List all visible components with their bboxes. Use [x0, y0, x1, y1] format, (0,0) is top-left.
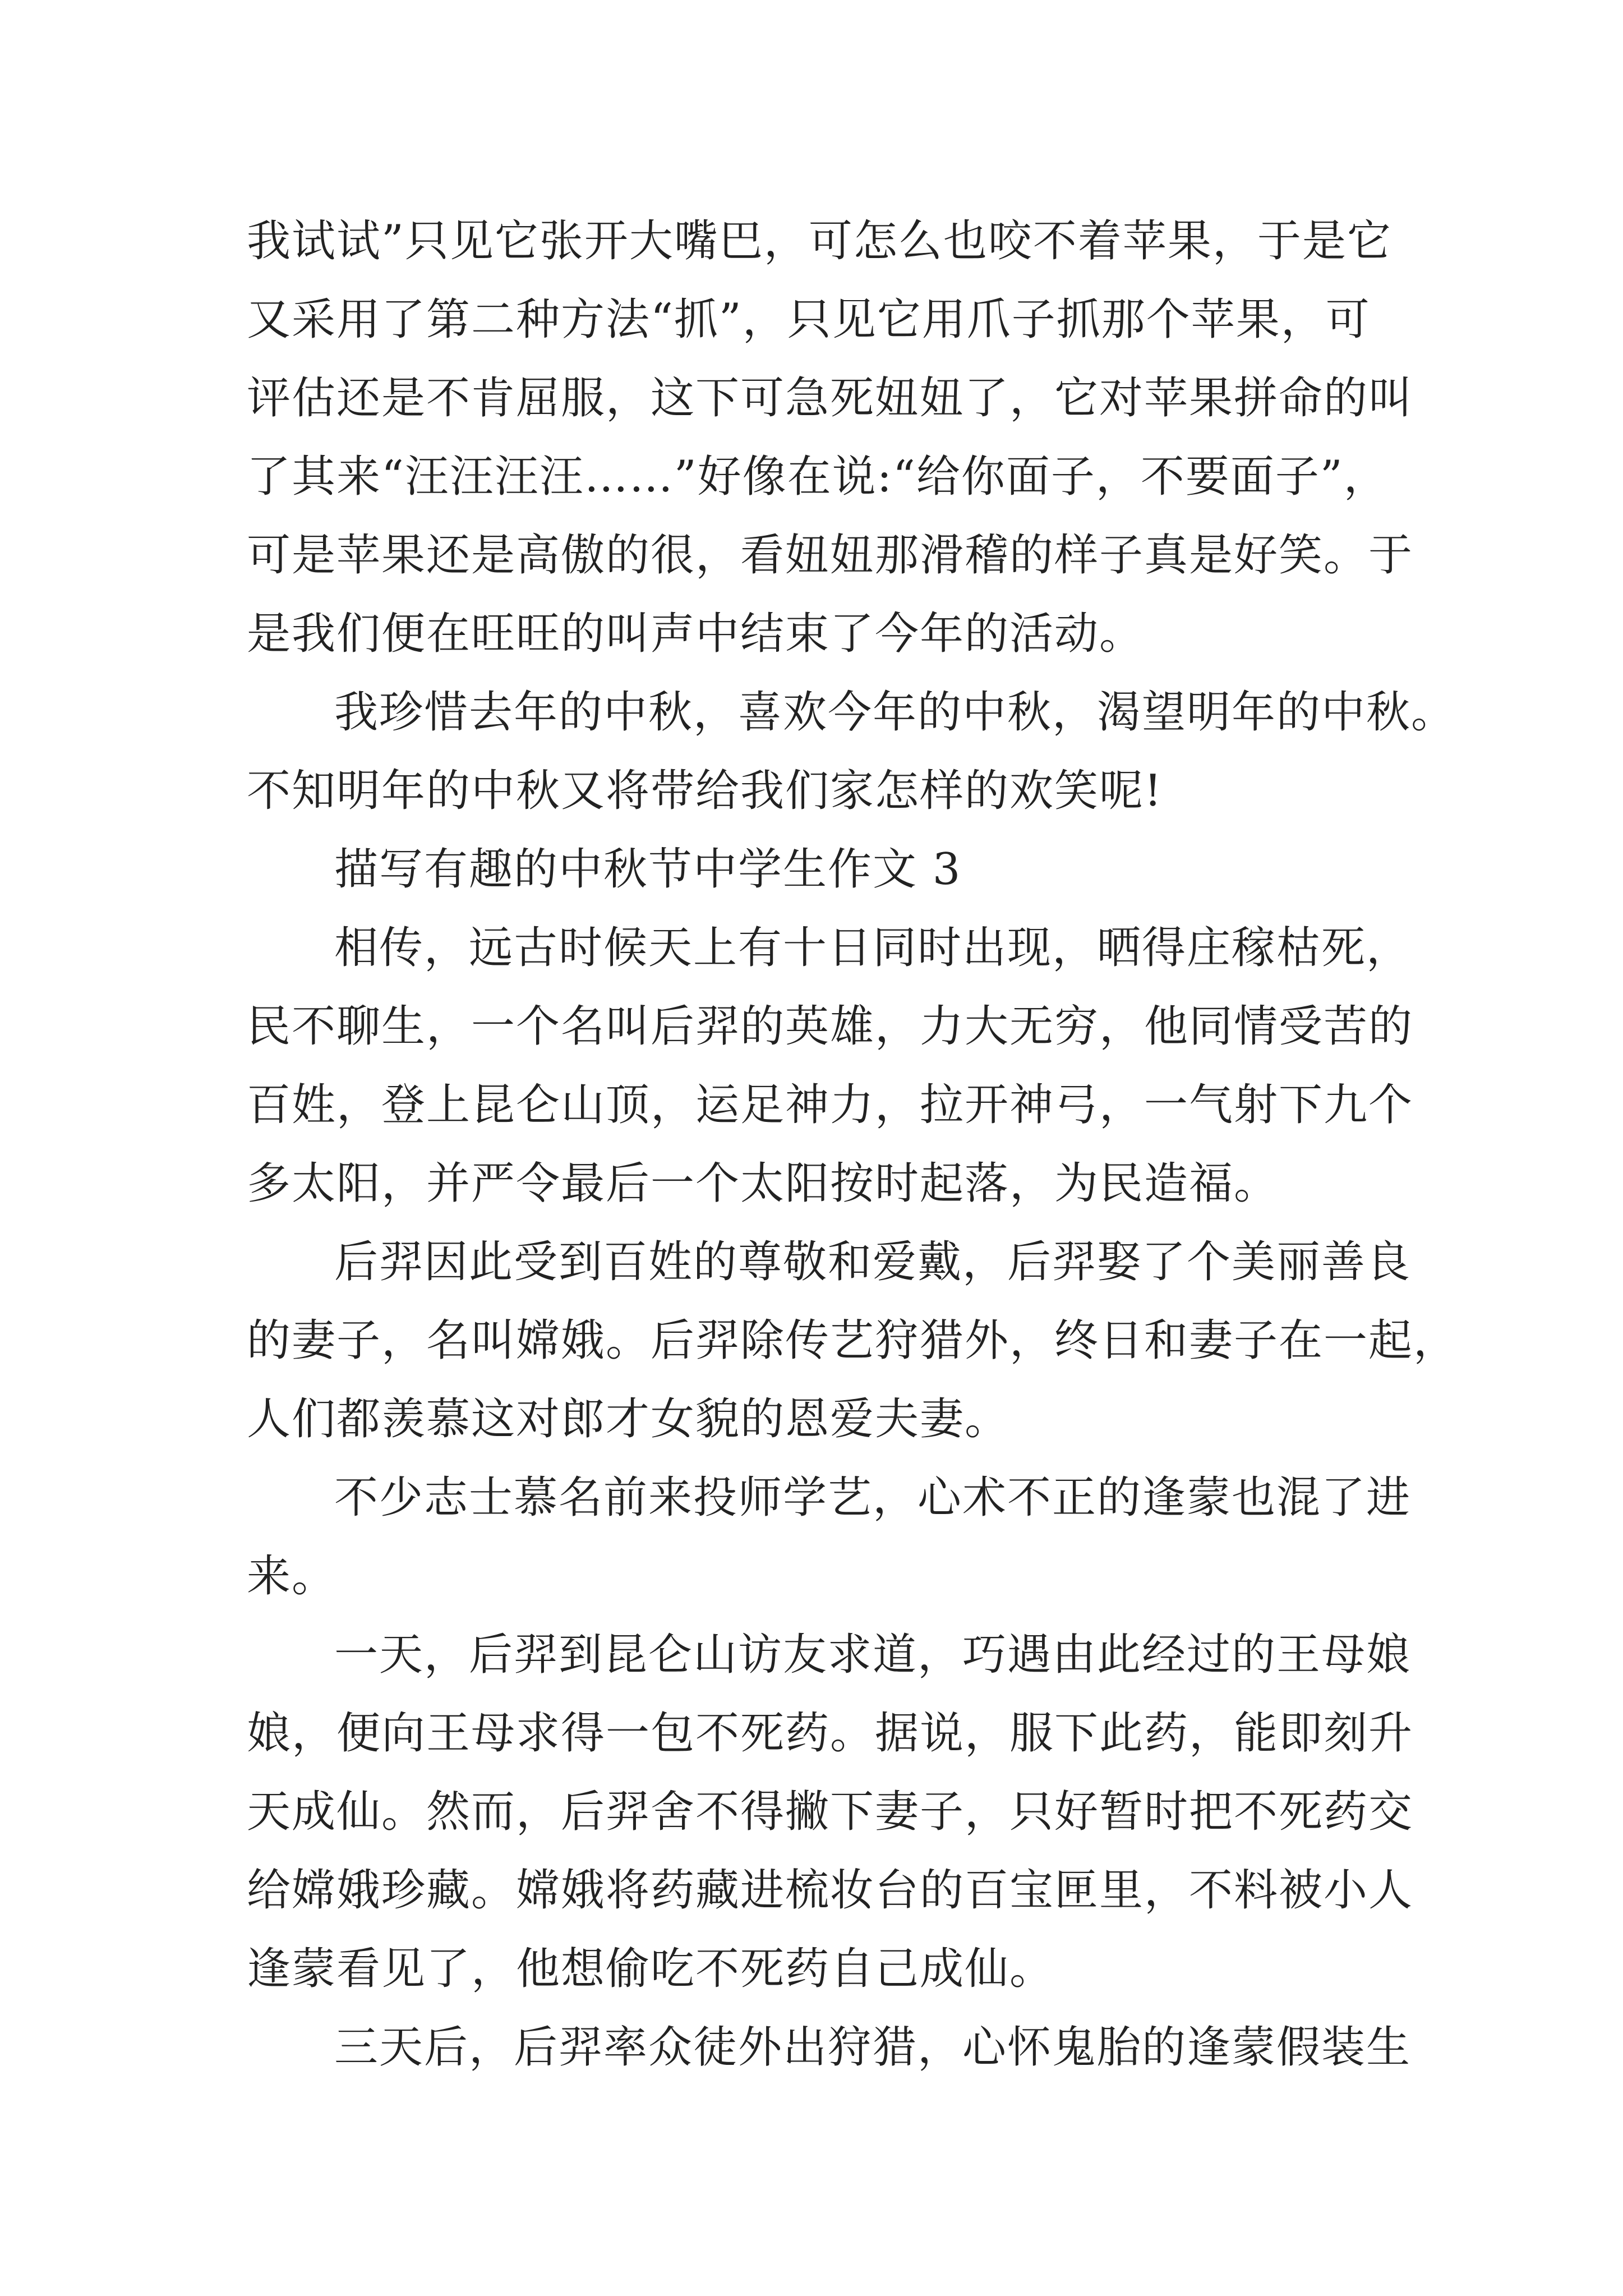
text-line: 人们都羡慕这对郎才女貌的恩爱夫妻。	[247, 1394, 1010, 1444]
text-line: 不知明年的中秋又将带给我们家怎样的欢笑呢!	[247, 766, 1163, 816]
text-line: 评估还是不肯屈服，这下可急死妞妞了，它对苹果拼命的叫	[247, 373, 1414, 424]
text-line: 一天，后羿到昆仑山访友求道，巧遇由此经过的王母娘	[334, 1630, 1412, 1680]
text-line: 我试试”只见它张开大嘴巴，可怎么也咬不着苹果，于是它	[247, 216, 1392, 266]
text-line: 了其来“汪汪汪汪……”好像在说:“给你面子，不要面子”，	[247, 452, 1389, 502]
text-line: 天成仙。然而，后羿舍不得撇下妻子，只好暂时把不死药交	[247, 1787, 1414, 1837]
text-line: 百姓，登上昆仑山顶，运足神力，拉开神弓，一气射下九个	[247, 1080, 1414, 1130]
text-line: 是我们便在旺旺的叫声中结束了今年的活动。	[247, 609, 1145, 659]
text-line: 多太阳，并严令最后一个太阳按时起落，为民造福。	[247, 1158, 1279, 1209]
text-line: 给嫦娥珍藏。嫦娥将药藏进梳妆台的百宝匣里，不料被小人	[247, 1865, 1414, 1916]
text-line: 相传，远古时候天上有十日同时出现，晒得庄稼枯死，	[334, 923, 1412, 973]
text-line: 我珍惜去年的中秋，喜欢今年的中秋，渴望明年的中秋。	[334, 687, 1456, 738]
text-line: 不少志士慕名前来投师学艺，心术不正的逢蒙也混了进	[334, 1473, 1412, 1523]
text-line: 可是苹果还是高傲的很，看妞妞那滑稽的样子真是好笑。于	[247, 530, 1414, 581]
text-line: 又采用了第二种方法“抓”，只见它用爪子抓那个苹果，可	[247, 295, 1371, 345]
text-line: 娘，便向王母求得一包不死药。据说，服下此药，能即刻升	[247, 1708, 1414, 1759]
text-line: 来。	[247, 1551, 337, 1602]
text-line: 后羿因此受到百姓的尊敬和爱戴，后羿娶了个美丽善良	[334, 1237, 1412, 1287]
text-line: 描写有趣的中秋节中学生作文 3	[334, 844, 962, 895]
text-line: 的妻子，名叫嫦娥。后羿除传艺狩猎外，终日和妻子在一起，	[247, 1315, 1459, 1366]
text-line: 逢蒙看见了，他想偷吃不死药自己成仙。	[247, 1944, 1055, 1994]
body-text	[247, 202, 1459, 2087]
text-line: 民不聊生，一个名叫后羿的英雄，力大无穷，他同情受苦的	[247, 1001, 1414, 1052]
text-line: 三天后，后羿率众徒外出狩猎，心怀鬼胎的逢蒙假装生	[334, 2022, 1412, 2073]
